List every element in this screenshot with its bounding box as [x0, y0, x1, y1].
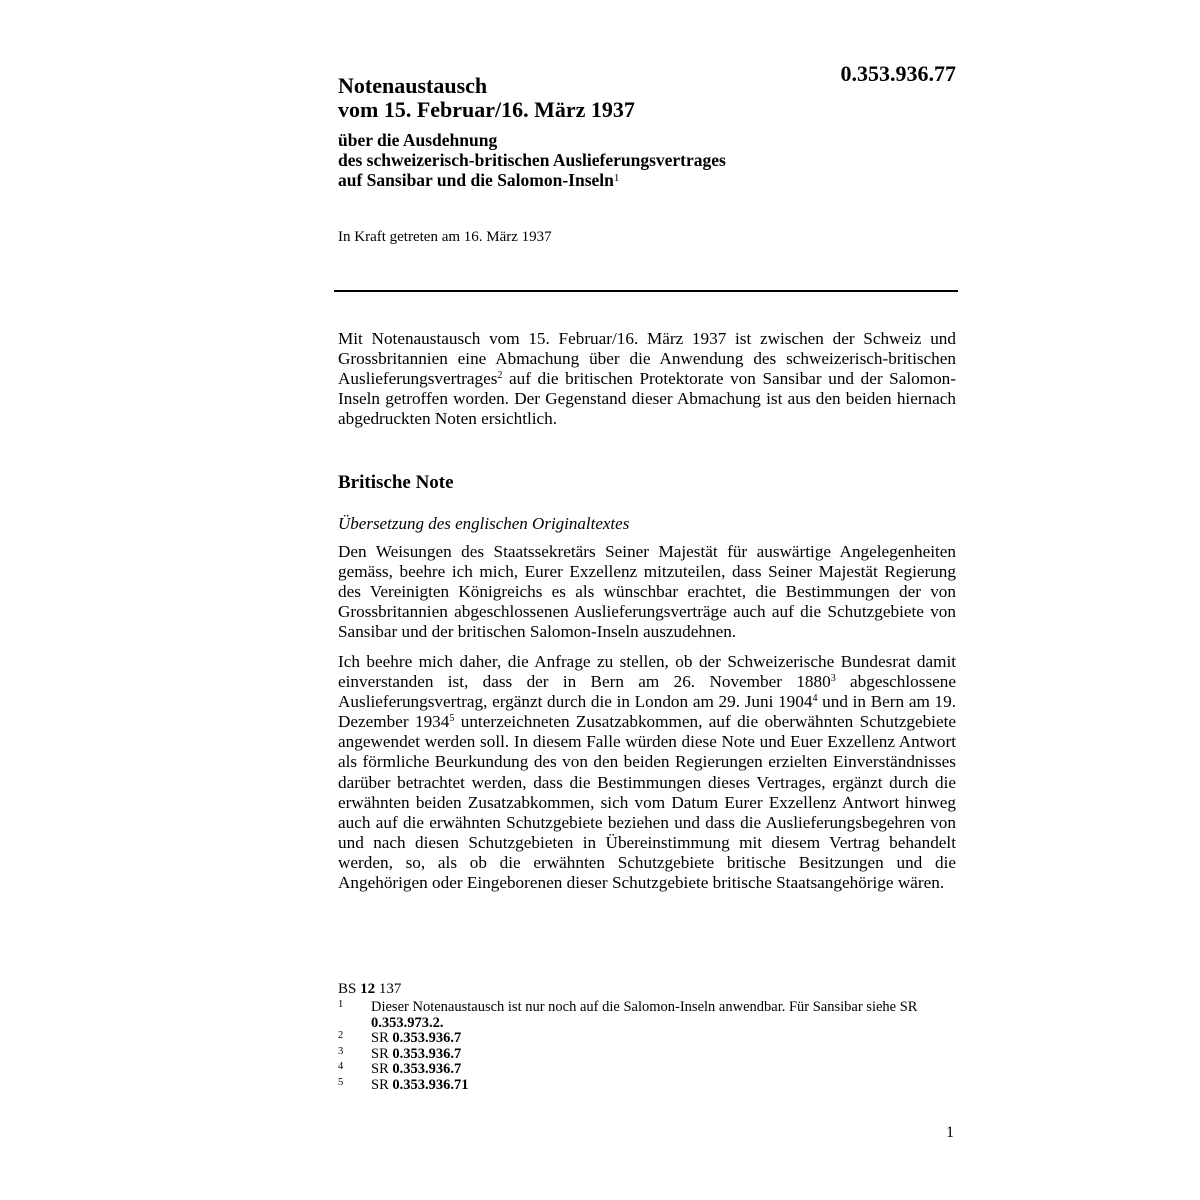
footnote-sr-link[interactable]: 0.353.936.7	[392, 1030, 462, 1046]
para2-text-d: unterzeichneten Zusatzabkommen, auf die oberwähnten Schutzgebiete angewendet werden soll. In diesem Falle würden diese Note und Euer Exzellenz Antwort als förmliche Beurkundung des von den beiden Regierungen erzielten Einverständnisses darüber betrachtet werden, dass die Bestimmungen dieses Vertrages, ergänzt durch die erwähnten beiden Zusatzabkommen, sich vom Datum Eurer Exzellenz Antwort hinweg auch auf die erwähnten Schutzgebiete beziehen und dass die Auslieferungsbegehren von und nach diesen Schutzgebieten in Übereinstimmung mit diesem Vertrag behandelt werden, so, als ob die erwähnten Schutzgebiete britische Besitzungen und die Angehörigen oder Eingeborenen dieser Schutzgebiete britische Staatsangehörige wären.	[338, 712, 956, 893]
in-force-date: In Kraft getreten am 16. März 1937	[338, 229, 552, 245]
footnote	[338, 1078, 938, 1094]
subtitle-line-3-text: auf Sansibar und die Salomon-Inseln	[338, 170, 614, 190]
footnote-number: 1	[338, 999, 344, 1010]
title-line-2: vom 15. Februar/16. März 1937	[338, 97, 635, 122]
footnote-text: Dieser Notenaustausch ist nur noch auf die Salomon-Inseln anwendbar. Für Sansibar siehe SR 0.353.973.2.	[371, 999, 918, 1031]
title-line-1: Notenaustausch	[338, 73, 488, 98]
subtitle-line-1: über die Ausdehnung	[338, 130, 498, 150]
footnote-ref-1[interactable]: 1	[613, 172, 620, 184]
footnote-text: SR 0.353.936.7	[371, 1061, 462, 1077]
source-reference	[338, 980, 401, 998]
footnote-sr-link[interactable]: 0.353.936.7	[392, 1061, 462, 1077]
para2-text-a: Ich beehre mich daher, die Anfrage zu stellen, ob der Schweizerische Bundesrat damit einverstanden ist, dass der in Bern am 26. November 1880	[338, 652, 956, 692]
document-title	[338, 74, 778, 122]
footnote-ref-5[interactable]: 5	[449, 713, 455, 725]
note-paragraph-1	[338, 542, 956, 642]
source-page: 137	[375, 981, 402, 997]
footnote-text: SR 0.353.936.71	[371, 1076, 469, 1093]
translation-note: Übersetzung des englischen Originaltextes	[338, 514, 630, 533]
note-paragraph-2	[338, 652, 956, 893]
intro-text-a: Mit Notenaustausch vom 15. Februar/16. März 1937 ist zwischen der Schweiz und Grossbritannien eine Abmachung über die Anwendung des schweizerisch-britischen Auslieferungsvertrages	[338, 329, 956, 389]
footnote-number: 3	[338, 1045, 344, 1057]
section-heading: Britische Note	[338, 472, 454, 493]
subtitle-line-3	[338, 170, 898, 190]
footnote	[338, 1047, 938, 1063]
footnote-sr-link[interactable]: 0.353.936.7	[392, 1045, 462, 1062]
para2-text-b: abgeschlossene Auslieferungsvertrag, ergänzt durch die in London am 29. Juni 1904	[338, 672, 956, 712]
footnote-number: 2	[338, 1030, 344, 1041]
intro-text-b: auf die britischen Protektorate von Sansibar und der Salomon-Inseln getroffen worden. Der Gegenstand dieser Abmachung ist aus den beiden hiernach abgedruckten Noten ersichtlich.	[338, 369, 956, 429]
footnote-text: SR 0.353.936.7	[371, 1045, 462, 1062]
divider-line	[334, 290, 958, 292]
footnote	[338, 1000, 938, 1031]
source-volume: 12	[360, 981, 376, 997]
footnote-ref-2[interactable]: 2	[497, 370, 503, 382]
subtitle-line-2: des schweizerisch-britischen Auslieferungsvertrages	[338, 150, 726, 170]
footnote-text: SR 0.353.936.7	[371, 1030, 462, 1046]
note-paragraph-1-text: Den Weisungen des Staatssekretärs Seiner Majestät für auswärtige Angelegenheiten gemäss, beehre ich mich, Eurer Exzellenz mitzuteilen, dass Seiner Majestät Regierung des Vereinigten Königreichs es als wünschbar erachtet, die Bestimmungen der von Grossbritannien abgeschlossenen Auslieferungsverträge auch auf die Schutzgebiete von Sansibar und der britischen Salomon-Inseln auszudehnen.	[338, 542, 956, 642]
footnote	[338, 1062, 938, 1078]
document-subtitle	[338, 130, 898, 190]
intro-paragraph	[338, 329, 956, 429]
sr-number: 0.353.936.77	[840, 61, 956, 86]
footnote-sr-link[interactable]: 0.353.936.71	[392, 1076, 469, 1093]
footnote-ref-3[interactable]: 3	[830, 673, 836, 685]
footnote-number: 5	[338, 1076, 344, 1088]
para2-text-c: und in Bern am 19. Dezember 1934	[338, 692, 957, 732]
page-number: 1	[946, 1124, 954, 1141]
source-prefix: BS	[338, 981, 361, 997]
footnote-ref-4[interactable]: 4	[812, 693, 818, 705]
footnotes	[338, 1000, 938, 1093]
footnote-sr-link[interactable]: 0.353.973.2.	[371, 1014, 444, 1031]
footnote	[338, 1031, 938, 1047]
footnote-number: 4	[338, 1061, 344, 1072]
